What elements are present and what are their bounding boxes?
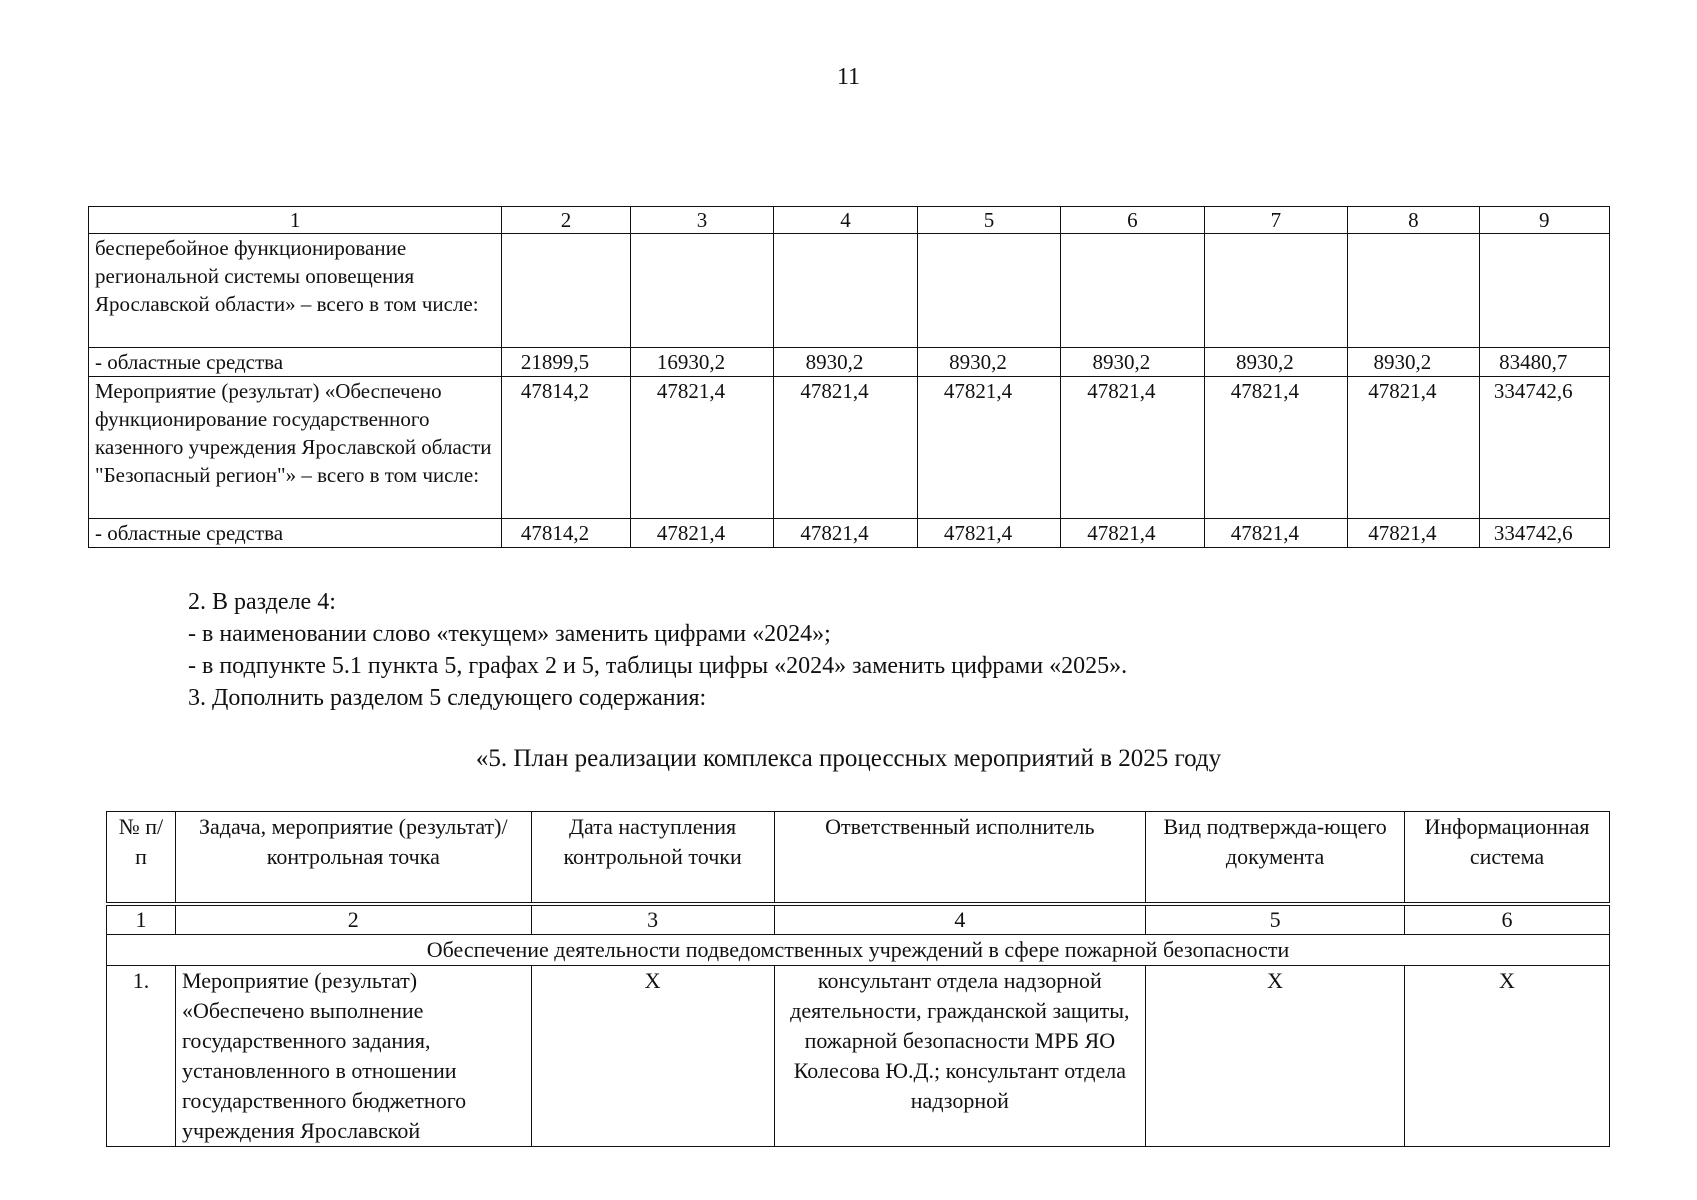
group-heading: Обеспечение деятельности подведомственных учреждений в сфере пожарной безопасности (107, 934, 1610, 965)
table-row (89, 377, 1610, 519)
column-header: Вид подтвержда-ющего документа (1146, 812, 1405, 904)
cell-value: 47821,4 (1348, 377, 1479, 519)
funding-table (88, 206, 1610, 548)
row-label: бесперебойное функционирование региональной системы оповещения Ярославской области» – всего в том числе: (89, 234, 502, 348)
executor-cell: консультант отдела надзорной деятельности, гражданской защиты, пожарной безопасности МРБ ЯО Колесова Ю.Д.; консультант отдела надзорной (774, 965, 1146, 1146)
cell-value: 47821,4 (630, 377, 773, 519)
cell-value: 47821,4 (1061, 377, 1204, 519)
column-index: 1 (107, 904, 176, 935)
cell-value: 47821,4 (774, 377, 917, 519)
cell-value (502, 234, 630, 348)
cell-value: 47821,4 (1348, 519, 1479, 548)
plan-table (106, 811, 1610, 1147)
column-index: 6 (1405, 904, 1610, 935)
cell-value: 8930,2 (917, 348, 1060, 377)
cell-value: 334742,6 (1479, 377, 1609, 519)
column-header: 5 (917, 207, 1060, 234)
column-index: 5 (1146, 904, 1405, 935)
table-header-row (107, 812, 1610, 904)
cell-value (1348, 234, 1479, 348)
column-index-row (107, 904, 1610, 935)
cell-value: 47814,2 (502, 377, 630, 519)
system-cell: Х (1405, 965, 1610, 1146)
column-header: № п/п (107, 812, 176, 904)
row-label: Мероприятие (результат) «Обеспечено функционирование государственного казенного учреждения Ярославской области "Безопасный регион"» – всего в том числе: (89, 377, 502, 519)
row-number: 1. (107, 965, 176, 1146)
paragraph: 3. Дополнить разделом 5 следующего содержания: (188, 685, 707, 711)
cell-value: 16930,2 (630, 348, 773, 377)
row-label: - областные средства (89, 348, 502, 377)
column-header: Дата наступления контрольной точки (531, 812, 774, 904)
table-row (89, 519, 1610, 548)
cell-value: 8930,2 (1061, 348, 1204, 377)
column-header: 9 (1479, 207, 1609, 234)
column-header: 4 (774, 207, 917, 234)
cell-value: 8930,2 (1204, 348, 1347, 377)
cell-value: 21899,5 (502, 348, 630, 377)
table-header-row (89, 207, 1610, 234)
paragraph: 2. В разделе 4: (188, 589, 336, 615)
column-header: Информационная система (1405, 812, 1610, 904)
page-number: 11 (836, 64, 861, 90)
cell-value: 47821,4 (917, 377, 1060, 519)
cell-value: 47821,4 (917, 519, 1060, 548)
group-row (107, 934, 1610, 965)
cell-value: 334742,6 (1479, 519, 1609, 548)
cell-value (1479, 234, 1609, 348)
column-header: Ответственный исполнитель (774, 812, 1146, 904)
cell-value: 47821,4 (1204, 519, 1347, 548)
column-index: 2 (175, 904, 531, 935)
column-index: 3 (531, 904, 774, 935)
column-header: Задача, мероприятие (результат)/ контрольная точка (175, 812, 531, 904)
cell-value (1061, 234, 1204, 348)
cell-value: 47814,2 (502, 519, 630, 548)
section-title: «5. План реализации комплекса процессных мероприятий в 2025 году (475, 745, 1222, 772)
cell-value (630, 234, 773, 348)
cell-value: 47821,4 (774, 519, 917, 548)
column-index: 4 (774, 904, 1146, 935)
column-header: 7 (1204, 207, 1347, 234)
document-cell: Х (1146, 965, 1405, 1146)
column-header: 1 (89, 207, 502, 234)
paragraph: - в подпункте 5.1 пункта 5, графах 2 и 5, таблицы цифры «2024» заменить цифрами «2025». (188, 653, 1128, 679)
table-row (107, 965, 1610, 1146)
cell-value: 8930,2 (1348, 348, 1479, 377)
column-header: 6 (1061, 207, 1204, 234)
paragraph: - в наименовании слово «текущем» заменить цифрами «2024»; (188, 621, 831, 647)
cell-value (917, 234, 1060, 348)
cell-value: 47821,4 (1204, 377, 1347, 519)
column-header: 3 (630, 207, 773, 234)
column-header: 2 (502, 207, 630, 234)
cell-value: 8930,2 (774, 348, 917, 377)
date-cell: Х (531, 965, 774, 1146)
table-row (89, 348, 1610, 377)
cell-value (1204, 234, 1347, 348)
task-cell: Мероприятие (результат) «Обеспечено выполнение государственного задания, установленного в отношении государственного бюджетного учреждения Ярославской (175, 965, 531, 1146)
cell-value: 83480,7 (1479, 348, 1609, 377)
cell-value (774, 234, 917, 348)
cell-value: 47821,4 (630, 519, 773, 548)
cell-value: 47821,4 (1061, 519, 1204, 548)
row-label: - областные средства (89, 519, 502, 548)
column-header: 8 (1348, 207, 1479, 234)
table-row (89, 234, 1610, 348)
